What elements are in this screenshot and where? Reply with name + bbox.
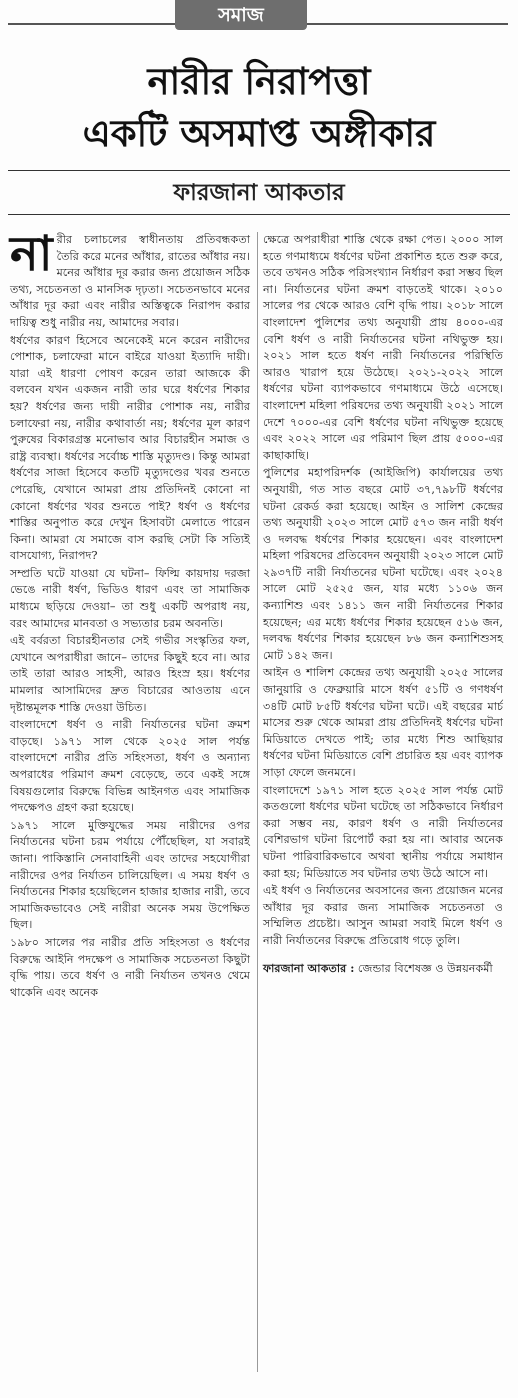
headline-line-1: নারীর নিরাপত্তা [147, 60, 371, 103]
article-paragraph: বাংলাদেশে ধর্ষণ ও নারী নির্যাতনের ঘটনা ক্রমশ বাড়ছে। ১৯৭১ সাল থেকে ২০২৫ সাল পর্যন্ত বাংলাদেশে নারীর প্রতি সহিংসতা, ধর্ষণ ও অন্যান্য অপরাধের পরিমাণ ক্রমশ বেড়েছে, তবে একই সঙ্গে বিষয়গুলোর বিরুদ্ধে বিভিন্ন আইনগত এবং সামাজিক পদক্ষেপও গ্রহণ করা হয়েছে। [10, 718, 250, 815]
byline-rule-top [8, 170, 510, 171]
article-paragraph: সম্প্রতি ঘটে যাওয়া যে ঘটনা– ফিল্মি কায়দায় দরজা ভেঙে নারী ধর্ষণ, ভিডিও ধারণ এবং তা সামাজিক মাধ্যমে ছড়িয়ে দেওয়া– তা শুধু একটি অপরাধ নয়, বরং আমাদের মানবতা ও সভ্যতার চরম অবনতি। [10, 566, 250, 630]
article-paragraph: পুলিশের মহাপরিদর্শক (আইজিপি) কার্যালয়ের তথ্য অনুযায়ী, গত সাত বছরে মোট ৩৭,৭৯৮টি ধর্ষণের ঘটনা রেকর্ড করা হয়েছে। আইন ও সালিশ কেন্দ্রের তথ্য অনুযায়ী ২০২৩ সালে মোট ৫৭৩ জন নারী ধর্ষণ ও দলবদ্ধ ধর্ষণের শিকার হয়েছেন। এবং বাংলাদেশ মহিলা পরিষদের প্রতিবেদন অনুযায়ী ২০২৩ সালে মোট ২৯৩৭টি নারী নির্যাতনের ঘটনা ঘটেছে। এবং ২০২৪ সালে মোট ২৫২৫ জন, যার মধ্যে ১১০৬ জন কন্যাশিশু এবং ১৪১১ জন নারী নির্যাতনের শিকার হয়েছেন; এর মধ্যে ধর্ষণের শিকার হয়েছেন ৫১৬ জন, দলবদ্ধ ধর্ষণের শিকার হয়েছেন ৮৬ জন কন্যাশিশুসহ মোট ১৪২ জন। [263, 466, 503, 662]
drop-cap: না [10, 226, 53, 282]
section-label: সমাজ [175, 0, 307, 30]
article-paragraph: এই ধর্ষণ ও নির্যাতনের অবসানের জন্য প্রয়োজন মনের আঁধার দূর করার জন্য সামাজিক সচেতনতা ও সম্মিলিত প্রচেষ্টা। আসুন আমরা সবাই মিলে ধর্ষণ ও নারী নির্যাতনের বিরুদ্ধে প্রতিরোধ গড়ে তুলি। [263, 884, 503, 947]
author-bio [263, 960, 503, 978]
article-paragraph: ধর্ষণের কারণ হিসেবে অনেকেই মনে করেন নারীদের পোশাক, চলাফেরা মানে বাইরে যাওয়া ইত্যাদি দায়ী। যারা এই ধারণা পোষণ করেন তারা আজকে কী বলবেন যখন একজন নারী তার ঘরে ধর্ষণের শিকার হয়? ধর্ষণের জন্য দায়ী নারীর পোশাক নয়, নারীর চলাফেরা নয়, নারীর কথাবার্তা নয়; ধর্ষণের মূল কারণ পুরুষের বিকারগ্রস্ত মনোভাব আর বিচারহীন সমাজ ও রাষ্ট্র ব্যবস্থা। ধর্ষণের সর্বোচ্চ শাস্তি মৃত্যুদণ্ড। কিন্তু আমরা ধর্ষণের সাজা হিসেবে কতটি মৃত্যুদণ্ডের খবর শুনতে পেরেছি, যেখানে আমরা প্রায় প্রতিদিনই কোনো না কোনো ধর্ষণের খবর শুনতে পাই? ধর্ষণ ও ধর্ষণের শাস্তির অনুপাত করে দেখুন হিসাবটা মেলাতে পারেন কিনা। আমরা যে সমাজে বাস করছি সেটা কি সত্যিই বাসযোগ্য, নিরাপদ? [10, 333, 250, 563]
article-paragraph: ক্ষেত্রে অপরাধীরা শাস্তি থেকে রক্ষা পেত। ২০০০ সাল হতে গণমাধ্যমে ধর্ষণের ঘটনা প্রকাশিত হতে শুরু করে, তবে তখনও সঠিক পরিসংখ্যান নির্ধারণ করা সম্ভব ছিল না। নির্যাতনের ঘটনা ক্রমশ বাড়তেই থাকে। ২০১০ সালের পর থেকে আরও বেশি বৃদ্ধি পায়। ২০১৮ সালে বাংলাদেশ পুলিশের তথ্য অনুযায়ী প্রায় ৪০০০-এর বেশি ধর্ষণ ও নারী নির্যাতনের ঘটনা নথিভুক্ত হয়। ২০২১ সাল হতে ধর্ষণ নারী নির্যাতনের পরিস্থিতি আরও খারাপ হয়ে উঠেছে। ২০২১-২০২২ সালে ধর্ষণের ঘটনা ব্যাপকভাবে গণমাধ্যমে উঠে এসেছে। বাংলাদেশ মহিলা পরিষদের তথ্য অনুযায়ী ২০২১ সালে দেশে ৭০০০-এর বেশি ধর্ষণের ঘটনা নথিভুক্ত হয়েছে এবং ২০২২ সালে এর পরিমাণ ছিল প্রায় ৫০০০-এর কাছাকাছি। [263, 233, 503, 462]
column-divider [257, 232, 258, 1372]
author-bio-text: জেন্ডার বিশেষজ্ঞ ও উন্নয়নকর্মী [357, 961, 493, 975]
author-bio-name: ফারজানা আকতার : [263, 960, 355, 975]
article-paragraph: এই বর্বরতা বিচারহীনতার সেই গভীর সংস্কৃতির ফল, যেখানে অপরাধীরা জানে– তাদের কিছুই হবে না। আর তাই তারা আরও সাহসী, আরও হিংস্র হয়। ধর্ষণের মামলার আসামিদের দ্রুত বিচারের আওতায় এনে দৃষ্টান্তমূলক শাস্তি দেওয়া উচিত। [10, 634, 250, 714]
article-paragraph: নারীর চলাচলের স্বাধীনতায় প্রতিবন্ধকতা তৈরি করে মনের আঁধার, রাতের আঁধার নয়। মনের আঁধার দূর করার জন্য প্রয়োজন সঠিক তথ্য, সচেতনতা ও মানসিক দৃঢ়তা। সচেতনভাবে মনের আঁধার দূর করা এবং নারীর অস্তিত্বকে নিরাপদ করার দায়িত্ব শুধু নারীর নয়, আমাদের সবার। [10, 226, 250, 329]
byline: ফারজানা আকতার [173, 180, 345, 206]
article-paragraph: ১৯৭১ সালে মুক্তিযুদ্ধের সময় নারীদের ওপর নির্যাতনের ঘটনা চরম পর্যায়ে পৌঁছেছিল, যা সবারই জানা। পাকিস্তানি সেনাবাহিনী এবং তাদের সহযোগীরা নারীদের ওপর নির্যাতন চালিয়েছিল। এ সময় ধর্ষণ ও নির্যাতনের শিকার হয়েছিলেন হাজার হাজার নারী, তবে সামাজিকভাবেও সেই নারীরা অনেক সময় উপেক্ষিত ছিল। [10, 818, 250, 932]
headline-line-2: একটি অসমাপ্ত অঙ্গীকার [82, 112, 436, 155]
article-paragraph: বাংলাদেশে ১৯৭১ সাল হতে ২০২৫ সাল পর্যন্ত মোট কতগুলো ধর্ষণের ঘটনা ঘটেছে তা সঠিকভাবে নির্ধারণ করা সম্ভব নয়, কারণ ধর্ষণ ও নারী নির্যাতনের বেশিরভাগ ঘটনা রিপোর্ট করা হয় না। আবার অনেক ঘটনা পারিবারিকভাবে অথবা স্থানীয় পর্যায়ে সমাধান করা হয়; মিডিয়াতে সব ঘটনার তথ্য উঠে আসে না। [263, 783, 503, 880]
byline-rule-bottom [8, 214, 510, 215]
article-column-left [10, 226, 250, 1002]
article-paragraph: ১৯৮০ সালের পর নারীর প্রতি সহিংসতা ও ধর্ষণের বিরুদ্ধে আইনি পদক্ষেপ ও সামাজিক সচেতনতা কিছুটা বৃদ্ধি পায়। তবে ধর্ষণ ও নারী নির্যাতন তখনও থেমে থাকেনি এবং অনেক [10, 935, 250, 999]
article-column-right [263, 232, 503, 978]
article-paragraph: আইন ও শালিশ কেন্দ্রের তথ্য অনুযায়ী ২০২৫ সালের জানুয়ারি ও ফেব্রুয়ারি মাসে ধর্ষণ ৫১টি ও গণধর্ষণ ৩৪টি মোট ৮৫টি ধর্ষণের ঘটনা ঘটে। এই বছরের মার্চ মাসের শুরু থেকে আমরা প্রায় প্রতিদিনই ধর্ষণের ঘটনা মিডিয়াতে দেখতে পাই; তার মধ্যে শিশু আছিয়ার ধর্ষণের ঘটনা মিডিয়াতে বেশি প্রচারিত হয় এবং ব্যাপক সাড়া ফেলে জনমনে। [263, 666, 503, 779]
